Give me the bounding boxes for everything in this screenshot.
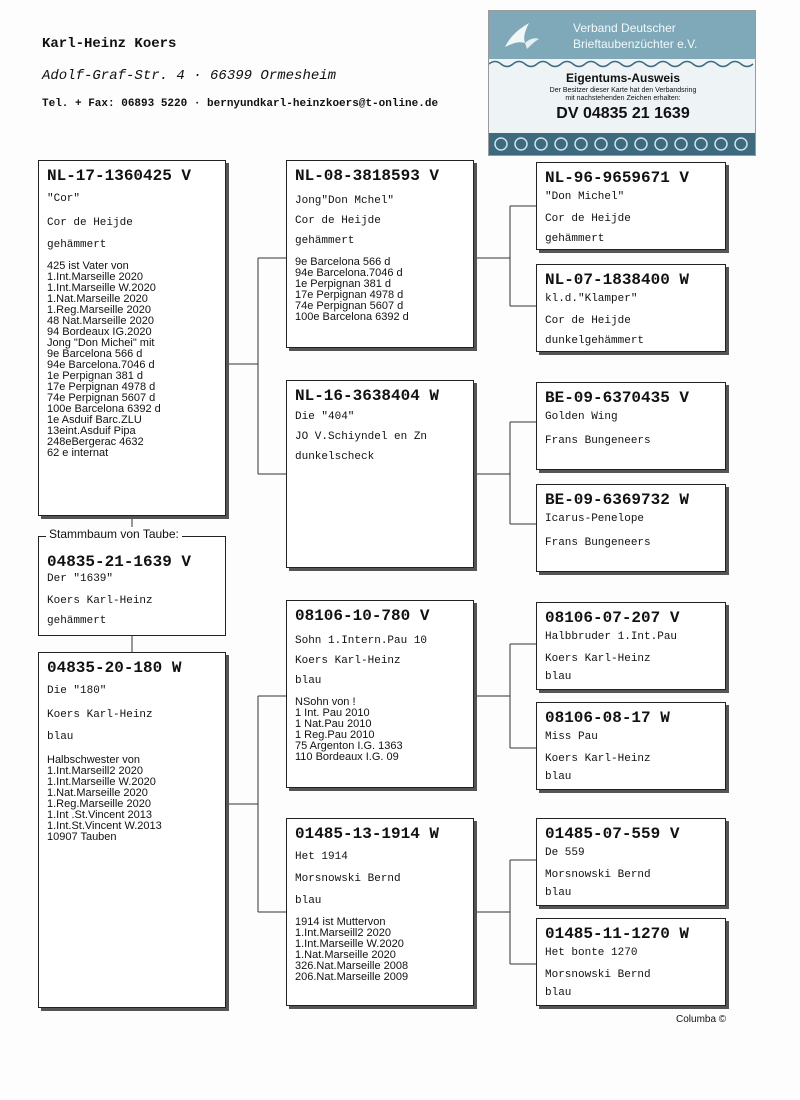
sire-dam-card (286, 380, 474, 568)
pigeon-name: "Cor" (47, 193, 81, 205)
performance-line: Halbschwester von (47, 754, 140, 766)
performance-line: 206.Nat.Marseille 2009 (295, 971, 409, 983)
ring-number: NL-96-9659671 V (545, 169, 690, 187)
pigeon-name: Sohn 1.Intern.Pau 10 (295, 635, 428, 647)
ds-dam-card (536, 702, 726, 790)
ds-sire-card (536, 602, 726, 690)
pigeon-name: "Don Michel" (545, 191, 625, 203)
performance-line: 74e Perpignan 5607 d (47, 392, 156, 404)
ring-number: 08106-07-207 V (545, 609, 680, 627)
performance-line: 1 Int. Pau 2010 (295, 707, 370, 719)
breeder-name: Koers Karl-Heinz (545, 753, 651, 765)
plumage-color: gehämmert (47, 615, 107, 627)
pigeon-name: Der "1639" (47, 573, 114, 585)
plumage-color: gehämmert (47, 239, 107, 251)
pigeon-name: De 559 (545, 847, 585, 859)
sire-card (38, 160, 226, 516)
plumage-color: blau (545, 671, 572, 683)
ring-number: 04835-20-180 W (47, 659, 182, 677)
performance-line: 1.Int.Marseill2 2020 (295, 927, 391, 939)
card-note-line2: mit nachstehenden Zeichen erhalten: (565, 95, 681, 102)
performance-line: Jong "Don Michei" mit (47, 337, 155, 349)
pigeon-name: Die "180" (47, 685, 107, 697)
pigeon-name: Jong"Don Mchel" (295, 195, 395, 207)
performance-line: 1.Int.Marseille 2020 (47, 271, 143, 283)
performance-line: 1e Asduif Barc.ZLU (47, 414, 142, 426)
performance-line: 1.Int.Marseille W.2020 (47, 776, 156, 788)
pigeon-name: Het bonte 1270 (545, 947, 638, 959)
performance-line: 94e Barcelona.7046 d (47, 359, 155, 371)
ring-number: 04835-21-1639 V (47, 553, 192, 571)
performance-line: 10907 Tauben (47, 831, 117, 843)
performance-line: 1914 ist Muttervon (295, 916, 386, 928)
plumage-color: gehämmert (295, 235, 355, 247)
dam-card (38, 652, 226, 1008)
performance-line: 1.Nat.Marseille 2020 (295, 949, 396, 961)
performance-line: 17e Perpignan 4978 d (295, 289, 404, 301)
breeder-name: Cor de Heijde (545, 315, 631, 327)
ss-dam-card (536, 264, 726, 352)
software-credit: Columba © (676, 1014, 727, 1025)
ring-number: NL-16-3638404 W (295, 387, 440, 405)
performance-line: 100e Barcelona 6392 d (47, 403, 161, 415)
plumage-color: blau (545, 987, 572, 999)
pigeon-name: Het 1914 (295, 851, 348, 863)
dd-dam-card (536, 918, 726, 1006)
pigeon-name: Icarus-Penelope (545, 513, 645, 525)
breeder-name: Cor de Heijde (295, 215, 381, 227)
sd-sire-card (536, 382, 726, 470)
performance-list (295, 917, 408, 983)
performance-line: 13eint.Asduif Pipa (47, 425, 136, 437)
performance-line: 1.Int.Marseille W.2020 (295, 938, 404, 950)
card-note-line1: Der Besitzer dieser Karte hat den Verbandsring (549, 87, 697, 94)
breeder-name: Morsnowski Bernd (545, 869, 651, 881)
plumage-color: dunkelgehämmert (545, 335, 645, 347)
owner-contact: Tel. + Fax: 06893 5220 · bernyundkarl-heinzkoers@t-online.de (42, 98, 439, 110)
breeder-name: Cor de Heijde (545, 213, 631, 225)
performance-list (295, 697, 403, 763)
breeder-name: Frans Bungeneers (545, 435, 651, 447)
pigeon-name: kl.d."Klamper" (545, 293, 638, 305)
performance-line: 110 Bordeaux I.G. 09 (295, 751, 399, 763)
performance-line: 1.Nat.Marseille 2020 (47, 293, 148, 305)
pigeon-name: Miss Pau (545, 731, 598, 743)
performance-line: 1 Nat.Pau 2010 (295, 718, 372, 730)
card-title: Eigentums-Ausweis (565, 71, 681, 85)
plumage-color: blau (295, 675, 322, 687)
performance-list (47, 755, 162, 843)
card-ring-number: DV 04835 21 1639 (556, 105, 690, 122)
card-association-line1: Verband Deutscher (573, 21, 676, 35)
performance-list (47, 261, 161, 459)
ring-number: NL-08-3818593 V (295, 167, 440, 185)
pigeon-name: Golden Wing (545, 411, 618, 423)
performance-line: 1.Reg.Marseille 2020 (47, 304, 151, 316)
dam-dam-card (286, 818, 474, 1006)
plumage-color: blau (295, 895, 322, 907)
performance-line: 1.Int .St.Vincent 2013 (47, 809, 152, 821)
ring-number: NL-07-1838400 W (545, 271, 690, 289)
performance-line: 1.Reg.Marseille 2020 (47, 798, 151, 810)
performance-line: 9e Barcelona 566 d (47, 348, 143, 360)
performance-line: 17e Perpignan 4978 d (47, 381, 156, 393)
ring-number: 08106-08-17 W (545, 709, 670, 727)
performance-line: 9e Barcelona 566 d (295, 256, 391, 268)
performance-line: 74e Perpignan 5607 d (295, 300, 404, 312)
breeder-name: Koers Karl-Heinz (47, 709, 153, 721)
performance-line: 1.Nat.Marseille 2020 (47, 787, 148, 799)
breeder-name: Morsnowski Bernd (295, 873, 401, 885)
performance-line: 94e Barcelona.7046 d (295, 267, 403, 279)
performance-line: 1.Int.Marseill2 2020 (47, 765, 143, 777)
ring-number: BE-09-6369732 W (545, 491, 690, 509)
performance-line: NSohn von ! (295, 696, 356, 708)
performance-list (295, 257, 409, 323)
performance-line: 62 e internat (47, 447, 109, 459)
breeder-name: Cor de Heijde (47, 217, 133, 229)
ring-number: 01485-13-1914 W (295, 825, 440, 843)
breeder-name: Koers Karl-Heinz (295, 655, 401, 667)
breeder-name: JO V.Schiyndel en Zn (295, 431, 428, 443)
plumage-color: gehämmert (545, 233, 605, 245)
performance-line: 1e Perpignan 381 d (295, 278, 392, 290)
dd-sire-card (536, 818, 726, 906)
plumage-color: blau (545, 887, 572, 899)
ring-number: 01485-07-559 V (545, 825, 680, 843)
plumage-color: blau (47, 731, 74, 743)
performance-line: 1.Int.St.Vincent W.2013 (47, 820, 162, 832)
performance-line: 1 Reg.Pau 2010 (295, 729, 375, 741)
breeder-name: Koers Karl-Heinz (47, 595, 153, 607)
sd-dam-card (536, 484, 726, 572)
performance-line: 326.Nat.Marseille 2008 (295, 960, 409, 972)
performance-line: 100e Barcelona 6392 d (295, 311, 409, 323)
ring-number: NL-17-1360425 V (47, 167, 192, 185)
pigeon-name: Die "404" (295, 411, 355, 423)
plumage-color: dunkelscheck (295, 451, 375, 463)
performance-line: 425 ist Vater von (47, 260, 129, 272)
performance-line: 248eBergerac 4632 (47, 436, 144, 448)
card-association-line2: Brieftaubenzüchter e.V. (573, 37, 698, 51)
performance-line: 1e Perpignan 381 d (47, 370, 144, 382)
pigeon-name: Halbbruder 1.Int.Pau (545, 631, 678, 643)
breeder-name: Frans Bungeneers (545, 537, 651, 549)
subject-card (38, 536, 226, 636)
ring-number: BE-09-6370435 V (545, 389, 690, 407)
breeder-name: Morsnowski Bernd (545, 969, 651, 981)
performance-line: 1.Int.Marseille W.2020 (47, 282, 156, 294)
breeder-name: Koers Karl-Heinz (545, 653, 651, 665)
performance-line: 75 Argenton I.G. 1363 (295, 740, 403, 752)
plumage-color: blau (545, 771, 572, 783)
ring-number: 08106-10-780 V (295, 607, 430, 625)
sire-sire-card (286, 160, 474, 348)
owner-name: Karl-Heinz Koers (42, 36, 177, 52)
performance-line: 48 Nat.Marseille 2020 (47, 315, 155, 327)
pedigree-of-label: Stammbaum von Taube: (46, 527, 182, 541)
performance-line: 94 Bordeaux IG.2020 (47, 326, 152, 338)
dam-sire-card (286, 600, 474, 788)
owner-address: Adolf-Graf-Str. 4 · 66399 Ormesheim (42, 68, 337, 84)
ring-number: 01485-11-1270 W (545, 925, 690, 943)
ss-sire-card (536, 162, 726, 250)
